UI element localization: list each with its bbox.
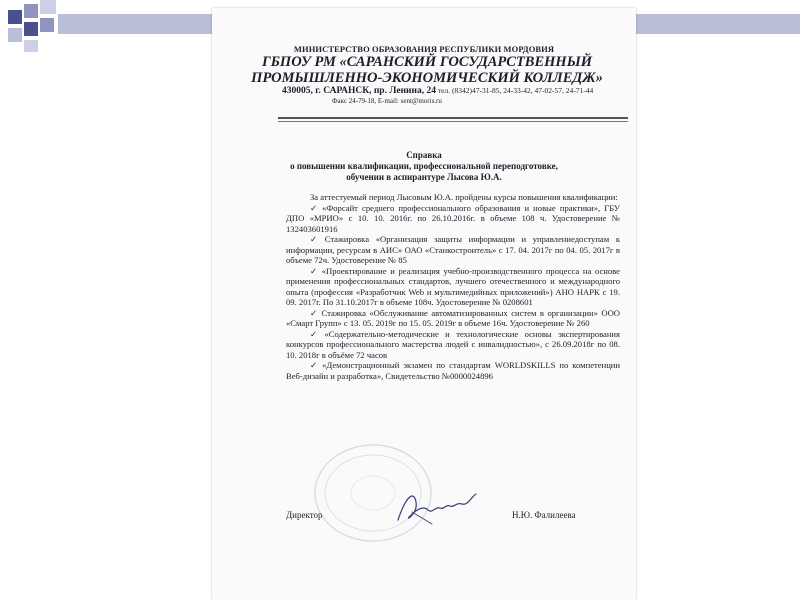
check-mark-icon: ✓ — [310, 328, 322, 339]
list-item — [286, 308, 620, 329]
document-body — [286, 192, 620, 381]
check-mark-icon: ✓ — [310, 360, 320, 370]
list-item-text: «Содержательно-методические и технологические основы экспертирования конкурсов профессионального мастерства людей с инвалидностью», с 26.09.2018г по 08. 10. 2018г в объёме 72 часов — [286, 328, 620, 360]
slide-decor-square-4 — [8, 28, 22, 42]
list-item — [286, 234, 620, 266]
list-item — [286, 329, 620, 361]
signer-name: Н.Ю. Фалилеева — [512, 510, 576, 520]
list-item-text: Стажировка «Организация защиты информации и управлениедоступам к информации, ресурсам в АИС» ОАО «Станкостроитель» с 17. 04. 2017г по 04. 05. 2017г в объеме 72ч. Удостоверение № 85 — [286, 234, 620, 265]
document-subtitle-2: обучении в аспирантуре Лысова Ю.А. — [346, 172, 502, 182]
slide-decor-square-1 — [8, 10, 22, 24]
organization-name — [232, 54, 622, 86]
slide-decor-square-5 — [24, 22, 38, 36]
check-mark-icon: ✓ — [310, 202, 320, 213]
organization-name-line-2: ПРОМЫШЛЕННО-ЭКОНОМИЧЕСКИЙ КОЛЛЕДЖ» — [251, 70, 603, 86]
slide-decor-square-7 — [24, 40, 38, 52]
signer-title: Директор — [286, 510, 323, 520]
list-item-text: «Демонстрационный экзамен по стандартам WORLDSKILLS по компетенции Веб-дизайн и разработка», Свидетельство №0000024896 — [286, 360, 620, 381]
address-phones: тел. (8342)47-31-85, 24-33-42, 47-02-57, 24-71-44 — [437, 86, 594, 95]
slide-decor-square-6 — [40, 18, 54, 32]
document-sheet — [212, 8, 636, 600]
document-title: Справка — [406, 150, 442, 160]
document-subtitle-1: о повышении квалификации, профессиональной переподготовке, — [290, 161, 558, 171]
fax-email-line: Факс 24-79-18, E-mail: sent@moris.ru — [332, 97, 442, 105]
slide-decor-square-3 — [40, 0, 56, 14]
list-item-text: «Проектирование и реализация учебно-производственного процесса на основе применения профессиональных стандартов, лучшего отечественного и международного опыта (профессия «Разработчик Web и мультимедийных приложений») АНО НАРК с 19. 09. 2017г. По 31.10.2017г в объеме 108ч. Удостоверение № 0208601 — [286, 265, 620, 307]
address-line — [282, 86, 593, 96]
header-rule-thick — [278, 117, 628, 119]
check-mark-icon: ✓ — [310, 265, 319, 276]
slide-decor-square-2 — [24, 4, 38, 18]
header-rule-thin — [278, 121, 628, 122]
check-mark-icon: ✓ — [310, 307, 319, 318]
list-item-text: Стажировка «Обслуживание автоматизированных систем в организации» ООО «Смарт Групп» с 13. 05. 2019г по 15. 05. 2019г в объеме 16ч. Удостоверение № 260 — [286, 307, 621, 328]
list-item — [286, 203, 620, 235]
director-signature — [392, 486, 482, 530]
check-mark-icon: ✓ — [310, 234, 322, 244]
organization-name-line-1: ГБПОУ РМ «САРАНСКИЙ ГОСУДАРСТВЕННЫЙ — [261, 54, 593, 70]
list-item-text: «Форсайт среднего профессионального образования и новые практики», ГБУ ДПО «МРИО» с 10. 10. 2016г. по 26.10.2016г. в объеме 108 ч. Удостоверение № 132403601916 — [286, 202, 620, 234]
ministry-header: МИНИСТЕРСТВО ОБРАЗОВАНИЯ РЕСПУБЛИКИ МОРДОВИЯ — [293, 44, 555, 54]
address-city: 430005, г. САРАНСК, пр. Ленина, 24 — [282, 86, 436, 96]
list-item — [286, 360, 620, 381]
intro-paragraph: За аттестуемый период Лысовым Ю.А. пройдены курсы повышения квалификации: — [310, 192, 618, 202]
list-item — [286, 266, 620, 308]
